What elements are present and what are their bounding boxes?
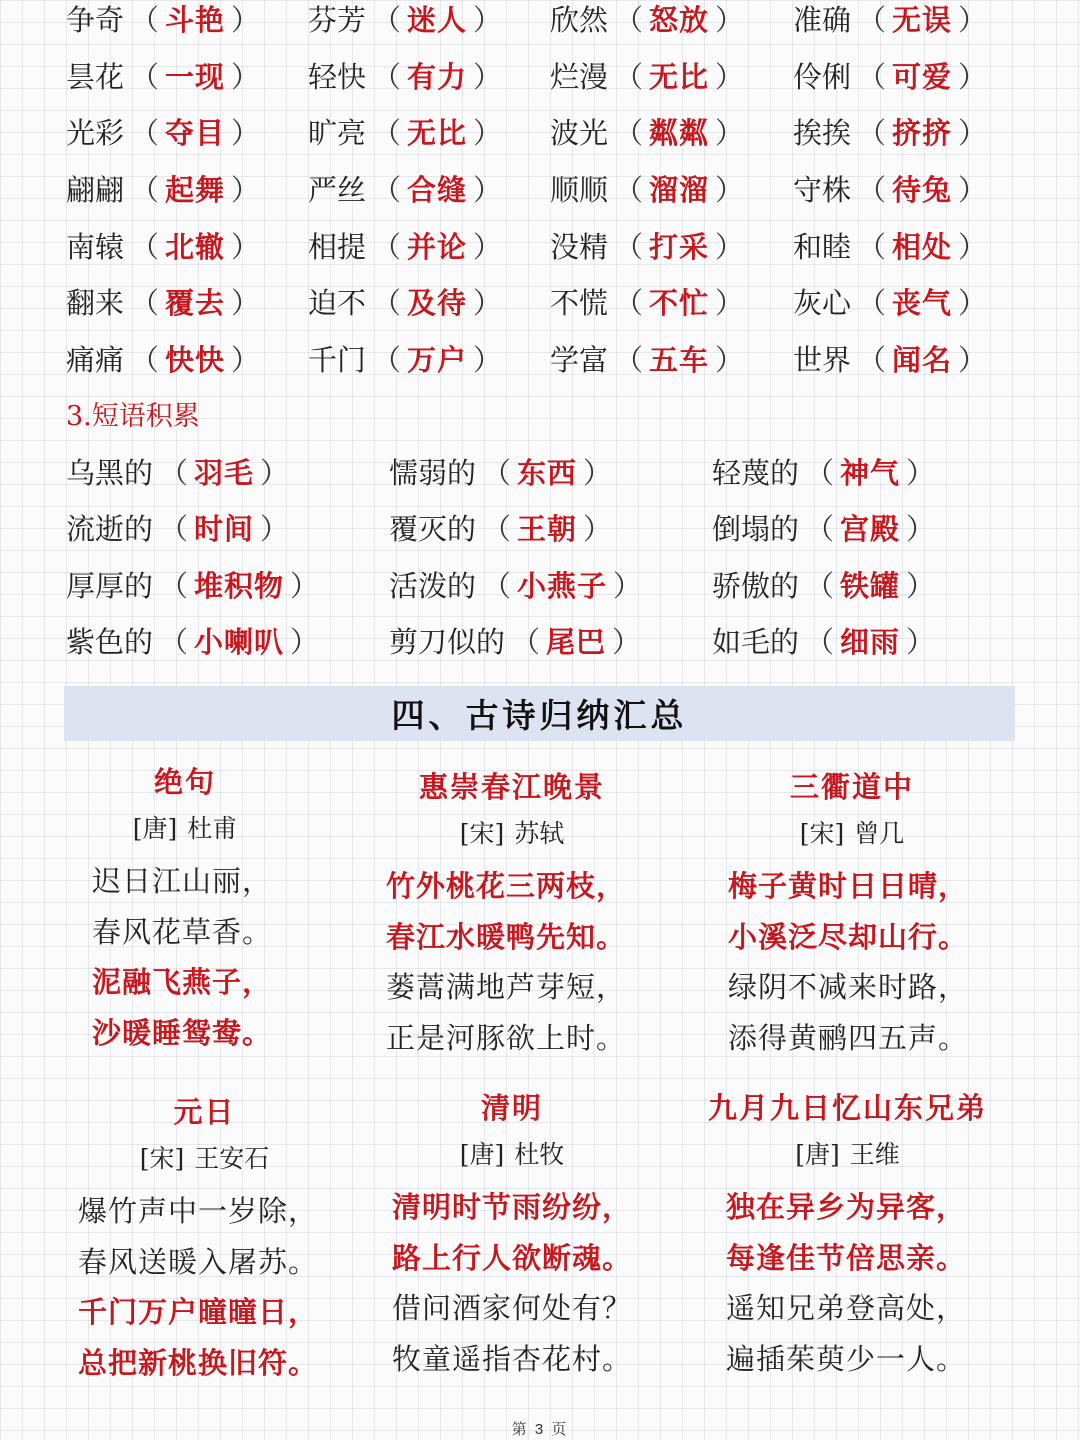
idiom-item [793, 0, 986, 57]
poem-title: 惠崇春江晚景 [418, 770, 605, 804]
poem-line: 独在异乡为异客， [726, 1190, 967, 1224]
answer-text: 王朝 [517, 512, 578, 547]
close-paren: ） [906, 568, 936, 603]
poem-card [372, 1088, 652, 1384]
answer-text: 怒放 [649, 3, 710, 37]
idiom-item [793, 113, 986, 170]
open-paren: （ [805, 512, 835, 547]
poem-line: 遍插茱萸少一人。 [726, 1341, 967, 1376]
close-paren: ） [290, 624, 320, 659]
idiom-item [66, 57, 308, 114]
open-paren: （ [614, 59, 644, 94]
poem-title: 三衢道中 [789, 770, 914, 804]
poem-line: 总把新桃换旧符。 [78, 1345, 319, 1380]
answer-text: 宫殿 [840, 512, 901, 547]
prompt-text: 如毛的 [712, 624, 800, 659]
poem-card [72, 762, 298, 1058]
answer-text: 并论 [407, 229, 468, 264]
open-paren: （ [857, 59, 887, 94]
close-paren: ） [958, 343, 988, 378]
idiom-item [550, 57, 793, 114]
poem-line: 绿阴不减来时路， [728, 970, 969, 1004]
close-paren: ） [260, 456, 290, 490]
answer-text: 粼粼 [649, 116, 710, 151]
open-paren: （ [159, 512, 189, 547]
prompt-text: 活泼的 [389, 568, 477, 603]
prompt-text: 旷亮 [308, 116, 367, 151]
poem-line: 小溪泛尽却山行。 [728, 919, 969, 954]
poem-line: 春风送暖入屠苏。 [78, 1244, 319, 1279]
phrase-item [712, 453, 986, 509]
prompt-text: 骄傲的 [712, 568, 800, 603]
open-paren: （ [482, 456, 512, 490]
prompt-text: 世界 [793, 343, 852, 378]
close-paren: ） [473, 116, 503, 151]
prompt-text: 守株 [793, 173, 852, 208]
answer-text: 东西 [517, 456, 578, 490]
idiom-item [793, 227, 986, 284]
idiom-item [66, 227, 308, 284]
idiom-item [308, 283, 550, 340]
idiom-item [308, 57, 550, 114]
answer-text: 不忙 [649, 286, 710, 321]
phrase-item [389, 509, 712, 565]
prompt-text: 波光 [550, 116, 609, 151]
answer-text: 迷人 [407, 3, 468, 37]
prompt-text: 芬芳 [308, 3, 367, 37]
answer-text: 小喇叭 [194, 624, 285, 659]
poem-title: 九月九日忆山东兄弟 [707, 1091, 987, 1125]
poem-author [72, 812, 298, 846]
poem-card [72, 1092, 337, 1388]
poem-line: 借问酒家何处有？ [392, 1291, 633, 1325]
open-paren: （ [372, 59, 402, 94]
close-paren: ） [583, 456, 613, 490]
prompt-text: 烂漫 [550, 59, 609, 94]
open-paren: （ [130, 229, 160, 264]
open-paren: （ [130, 59, 160, 94]
poem-author-name: 曾几 [854, 819, 905, 848]
close-paren: ） [715, 343, 745, 378]
idiom-item [550, 283, 793, 340]
poem-line: 千门万户曈曈日， [78, 1295, 319, 1329]
answer-text: 可爱 [892, 59, 953, 94]
idiom-item [308, 227, 550, 284]
close-paren: ） [715, 286, 745, 321]
poem-card [372, 767, 652, 1063]
idiom-item [550, 0, 793, 57]
open-paren: （ [372, 3, 402, 37]
close-paren: ） [473, 173, 503, 208]
poem-author [712, 817, 992, 851]
phrase-item [712, 566, 986, 622]
prompt-text: 懦弱的 [389, 456, 477, 490]
answer-text: 覆去 [165, 286, 226, 321]
prompt-text: 乌黑的 [66, 456, 154, 490]
prompt-text: 千门 [308, 343, 367, 378]
close-paren: ） [231, 59, 261, 94]
prompt-text: 流逝的 [66, 512, 154, 547]
prompt-text: 轻蔑的 [712, 456, 800, 490]
poem-dynasty: [宋] [459, 819, 505, 848]
close-paren: ） [715, 3, 745, 37]
poem-line: 清明时节雨纷纷， [392, 1190, 633, 1224]
idiom-item [793, 170, 986, 227]
open-paren: （ [857, 173, 887, 208]
poem-dynasty: [唐] [795, 1140, 840, 1169]
idiom-item [793, 57, 986, 114]
close-paren: ） [613, 568, 643, 603]
close-paren: ） [958, 286, 988, 321]
open-paren: （ [805, 568, 835, 603]
open-paren: （ [159, 624, 189, 659]
idiom-item [793, 283, 986, 340]
close-paren: ） [583, 512, 613, 547]
open-paren: （ [482, 568, 512, 603]
idiom-item [550, 340, 793, 397]
open-paren: （ [130, 3, 160, 37]
page-number: 第 3 页 [511, 1421, 569, 1438]
close-paren: ） [473, 3, 503, 37]
answer-text: 挤挤 [892, 116, 953, 151]
close-paren: ） [290, 568, 320, 603]
idiom-grid [66, 0, 986, 397]
answer-text: 堆积物 [194, 568, 285, 603]
answer-text: 无比 [649, 59, 710, 94]
answer-text: 细雨 [840, 624, 901, 659]
poem-author [372, 1138, 652, 1172]
prompt-text: 准确 [793, 3, 852, 37]
poem-line: 迟日江山丽， [92, 864, 273, 898]
answer-text: 打采 [649, 229, 710, 264]
poem-line: 竹外桃花三两枝， [386, 869, 627, 903]
prompt-text: 厚厚的 [66, 568, 154, 603]
answer-text: 铁罐 [840, 568, 901, 603]
poem-dynasty: [宋] [799, 819, 845, 848]
prompt-text: 紫色的 [66, 624, 154, 659]
answer-text: 及待 [407, 286, 468, 321]
open-paren: （ [159, 456, 189, 490]
section-banner [64, 686, 1015, 741]
poem-lines [700, 1182, 995, 1384]
close-paren: ） [715, 229, 745, 264]
answer-text: 待兔 [892, 173, 953, 208]
poem-line: 春江水暖鸭先知。 [386, 919, 627, 954]
answer-text: 尾巴 [546, 624, 607, 659]
poem-line: 牧童遥指杏花村。 [392, 1341, 633, 1376]
poem-line: 泥融飞燕子， [92, 965, 273, 999]
open-paren: （ [372, 343, 402, 378]
phrase-item [712, 622, 986, 678]
answer-text: 无比 [407, 116, 468, 151]
close-paren: ） [231, 229, 261, 264]
open-paren: （ [857, 229, 887, 264]
poem-line: 春风花草香。 [92, 914, 273, 949]
answer-text: 快快 [165, 343, 226, 378]
answer-text: 合缝 [407, 173, 468, 208]
close-paren: ） [958, 3, 988, 37]
open-paren: （ [372, 229, 402, 264]
phrase-item [66, 453, 389, 509]
poem-author [700, 1138, 995, 1172]
prompt-text: 覆灭的 [389, 512, 477, 547]
open-paren: （ [614, 229, 644, 264]
answer-text: 时间 [194, 512, 255, 547]
idiom-item [793, 340, 986, 397]
close-paren: ） [612, 624, 642, 659]
prompt-text: 没精 [550, 229, 609, 264]
prompt-text: 欣然 [550, 3, 609, 37]
poem-lines [712, 861, 992, 1063]
phrase-grid [66, 453, 986, 678]
close-paren: ） [473, 229, 503, 264]
answer-text: 丧气 [892, 286, 953, 321]
close-paren: ） [473, 343, 503, 378]
prompt-text: 灰心 [793, 286, 852, 321]
poem-author-name: 王维 [849, 1140, 900, 1169]
close-paren: ） [715, 116, 745, 151]
poem-author [372, 817, 652, 851]
idiom-item [66, 283, 308, 340]
answer-text: 万户 [407, 343, 468, 378]
prompt-text: 严丝 [308, 173, 367, 208]
section-title: 四、古诗归纳汇总 [391, 696, 688, 735]
idiom-item [308, 113, 550, 170]
open-paren: （ [372, 116, 402, 151]
answer-text: 溜溜 [649, 173, 710, 208]
prompt-text: 痛痛 [66, 343, 125, 378]
poem-lines [72, 1186, 337, 1388]
prompt-text: 伶俐 [793, 59, 852, 94]
answer-text: 闻名 [892, 343, 953, 378]
close-paren: ） [958, 173, 988, 208]
answer-text: 一现 [165, 59, 226, 94]
idiom-item [66, 0, 308, 57]
open-paren: （ [130, 173, 160, 208]
open-paren: （ [130, 116, 160, 151]
close-paren: ） [231, 116, 261, 151]
phrase-item [712, 509, 986, 565]
close-paren: ） [958, 59, 988, 94]
prompt-text: 倒塌的 [712, 512, 800, 547]
answer-text: 夺目 [165, 116, 226, 151]
idiom-item [550, 170, 793, 227]
idiom-item [66, 340, 308, 397]
close-paren: ） [231, 3, 261, 37]
open-paren: （ [614, 173, 644, 208]
phrase-item [66, 566, 389, 622]
close-paren: ） [715, 59, 745, 94]
prompt-text: 昙花 [66, 59, 125, 94]
open-paren: （ [614, 343, 644, 378]
answer-text: 北辙 [165, 229, 226, 264]
idiom-item [66, 113, 308, 170]
poem-author-name: 王安石 [194, 1144, 270, 1173]
close-paren: ） [906, 624, 936, 659]
open-paren: （ [857, 286, 887, 321]
prompt-text: 南辕 [66, 229, 125, 264]
poem-line: 梅子黄时日日晴， [728, 869, 969, 903]
open-paren: （ [614, 3, 644, 37]
phrase-item [66, 622, 389, 678]
idiom-item [550, 227, 793, 284]
idiom-item [66, 170, 308, 227]
poem-dynasty: [宋] [139, 1144, 185, 1173]
open-paren: （ [805, 456, 835, 490]
poem-line: 爆竹声中一岁除， [78, 1194, 319, 1228]
prompt-text: 光彩 [66, 116, 125, 151]
phrase-item [389, 566, 712, 622]
open-paren: （ [130, 343, 160, 378]
answer-text: 起舞 [165, 173, 226, 208]
poem-author-name: 杜甫 [187, 814, 238, 843]
close-paren: ） [231, 343, 261, 378]
poem-line: 每逢佳节倍思亲。 [726, 1240, 967, 1275]
poem-card [700, 1088, 995, 1384]
close-paren: ） [231, 286, 261, 321]
answer-text: 无误 [892, 3, 953, 37]
poem-author [72, 1142, 337, 1176]
prompt-text: 和睦 [793, 229, 852, 264]
open-paren: （ [482, 512, 512, 547]
open-paren: （ [372, 286, 402, 321]
poem-line: 添得黄鹂四五声。 [728, 1020, 969, 1055]
answer-text: 小燕子 [517, 568, 608, 603]
poem-line: 蒌蒿满地芦芽短， [386, 970, 627, 1004]
answer-text: 神气 [840, 456, 901, 490]
poem-line: 正是河豚欲上时。 [386, 1020, 627, 1055]
poem-title: 元日 [173, 1095, 236, 1129]
phrase-item [389, 453, 712, 509]
close-paren: ） [958, 116, 988, 151]
idiom-item [308, 340, 550, 397]
open-paren: （ [857, 116, 887, 151]
close-paren: ） [906, 456, 936, 490]
prompt-text: 翩翩 [66, 173, 125, 208]
open-paren: （ [511, 624, 541, 659]
close-paren: ） [715, 173, 745, 208]
poem-dynasty: [唐] [132, 814, 178, 843]
poem-card [712, 767, 992, 1063]
close-paren: ） [260, 512, 290, 547]
close-paren: ） [231, 173, 261, 208]
phrase-item [66, 509, 389, 565]
idiom-item [308, 170, 550, 227]
poem-line: 遥知兄弟登高处， [726, 1291, 967, 1325]
close-paren: ） [473, 286, 503, 321]
poem-title: 绝句 [153, 765, 216, 799]
answer-text: 斗艳 [165, 3, 226, 37]
prompt-text: 剪刀似的 [389, 624, 506, 659]
prompt-text: 学富 [550, 343, 609, 378]
poem-title: 清明 [480, 1091, 543, 1125]
prompt-text: 挨挨 [793, 116, 852, 151]
close-paren: ） [958, 229, 988, 264]
open-paren: （ [130, 286, 160, 321]
phrases-heading: 3.短语积累 [66, 401, 200, 432]
poem-author-name: 杜牧 [514, 1140, 565, 1169]
idiom-item [550, 113, 793, 170]
poem-dynasty: [唐] [459, 1140, 505, 1169]
poem-line: 路上行人欲断魂。 [392, 1240, 633, 1275]
open-paren: （ [372, 173, 402, 208]
poem-lines [72, 856, 298, 1058]
poem-lines [372, 861, 652, 1063]
prompt-text: 不慌 [550, 286, 609, 321]
answer-text: 五车 [649, 343, 710, 378]
prompt-text: 相提 [308, 229, 367, 264]
prompt-text: 翻来 [66, 286, 125, 321]
open-paren: （ [857, 343, 887, 378]
prompt-text: 顺顺 [550, 173, 609, 208]
phrase-item [389, 622, 712, 678]
prompt-text: 争奇 [66, 3, 125, 37]
open-paren: （ [159, 568, 189, 603]
answer-text: 相处 [892, 229, 953, 264]
close-paren: ） [473, 59, 503, 94]
answer-text: 有力 [407, 59, 468, 94]
open-paren: （ [614, 116, 644, 151]
poem-line: 沙暖睡鸳鸯。 [92, 1015, 273, 1050]
open-paren: （ [857, 3, 887, 37]
poem-lines [372, 1182, 652, 1384]
poem-author-name: 苏轼 [514, 819, 565, 848]
close-paren: ） [906, 512, 936, 547]
prompt-text: 迫不 [308, 286, 367, 321]
prompt-text: 轻快 [308, 59, 367, 94]
idiom-item [308, 0, 550, 57]
answer-text: 羽毛 [194, 456, 255, 490]
open-paren: （ [805, 624, 835, 659]
open-paren: （ [614, 286, 644, 321]
